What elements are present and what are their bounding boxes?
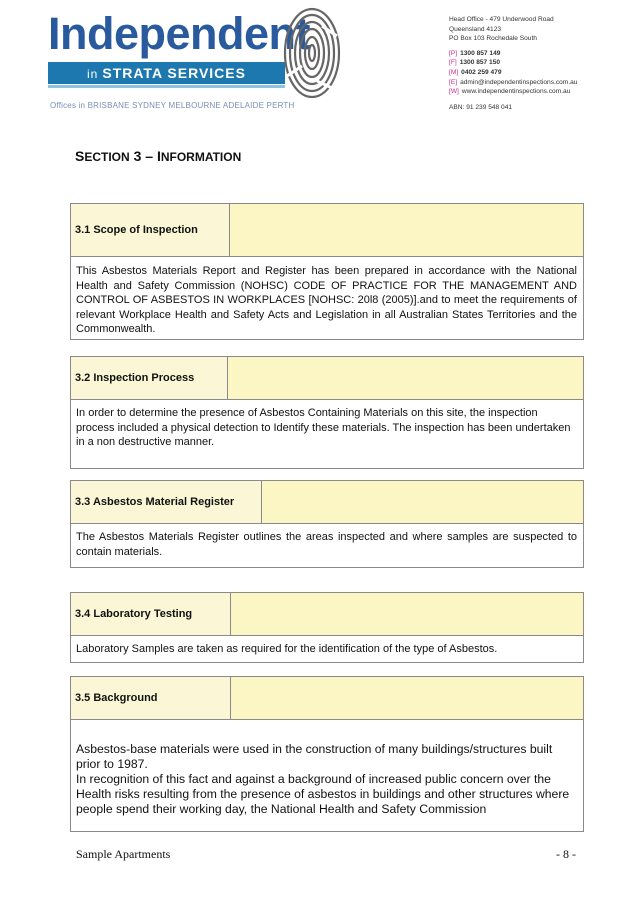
logo-sub-prefix: in	[87, 67, 99, 81]
phone-label: [P]	[449, 49, 458, 57]
scope-of-inspection-box	[70, 203, 584, 340]
inspection-process-text: In order to determine the presence of Asbestos Containing Materials on this site, the inspection process included a physical detection to Identify these materials. The inspection has been undertaken in a non destructive manner.	[76, 407, 571, 449]
asbestos-register-heading: 3.3 Asbestos Material Register	[71, 481, 262, 523]
address-line-1: Head Office - 479 Underwood Road	[449, 16, 554, 23]
website-link[interactable]: www.independentinspections.com.au	[461, 88, 571, 96]
asbestos-register-text: The Asbestos Materials Register outlines the areas inspected and where samples are suspected to contain materials.	[76, 531, 577, 558]
address-line-3: PO Box 103 Rochedale South	[449, 35, 537, 43]
fax-number: 1300 857 150	[459, 59, 501, 67]
logo-sub-text: STRATA SERVICES	[102, 65, 246, 81]
logo-stripe	[48, 85, 285, 88]
email-address[interactable]: admin@independentinspections.com.au	[460, 78, 578, 86]
web-label: [W]	[449, 88, 459, 96]
contact-block	[449, 15, 577, 112]
company-logo-wordmark: Independent	[48, 8, 310, 59]
asbestos-register-box	[70, 480, 584, 568]
laboratory-testing-heading: 3.4 Laboratory Testing	[71, 593, 231, 635]
laboratory-testing-box	[70, 592, 584, 663]
inspection-process-heading: 3.2 Inspection Process	[71, 357, 228, 399]
background-paragraph-1: Asbestos-base materials were used in the construction of many buildings/structures built prior to 1987.	[76, 742, 553, 771]
mobile-label: [M]	[449, 68, 459, 76]
fingerprint-icon	[282, 6, 342, 100]
fax-label: [F]	[449, 59, 457, 67]
address-line-2: Queensland 4123	[449, 25, 502, 33]
abn-number: ABN: 91 239 548 041	[449, 103, 513, 111]
page-number: - 8 -	[556, 847, 576, 861]
scope-of-inspection-text: This Asbestos Materials Report and Register has been prepared in accordance with the National Health and Safety Commission (NOHSC) CODE OF PRACTICE FOR THE MANAGEMENT AND CONTROL OF ASBESTOS IN WORKPLACES [NOHSC: 20l8 (2005)].and to meet the requirements of relevant Workplace Health and Safety Acts and Legislation in all Australian States Territories and the Commonwealth.	[76, 265, 577, 336]
email-label: [E]	[449, 78, 458, 86]
heading-fill	[231, 677, 583, 719]
background-box	[70, 676, 584, 832]
background-paragraph-2: In recognition of this fact and against a background of increased public concern over the Health risks resulting from the presence of asbestos in buildings and other structures where people spend their working day, the National Health and Safety Commission	[76, 772, 570, 816]
mobile-number: 0402 259 479	[461, 68, 502, 76]
background-heading: 3.5 Background	[71, 677, 231, 719]
heading-fill	[262, 481, 583, 523]
phone-number: 1300 857 149	[460, 49, 501, 57]
inspection-process-box	[70, 356, 584, 469]
heading-fill	[228, 357, 583, 399]
heading-fill	[230, 204, 583, 256]
heading-fill	[231, 593, 583, 635]
company-logo-band	[48, 62, 285, 84]
section-title: SECTION 3 – INFORMATION	[75, 148, 242, 164]
laboratory-testing-text: Laboratory Samples are taken as required for the identification of the type of Asbestos.	[76, 643, 498, 655]
offices-line: Offices in BRISBANE SYDNEY MELBOURNE ADELAIDE PERTH	[50, 101, 295, 110]
scope-of-inspection-heading: 3.1 Scope of Inspection	[71, 204, 230, 256]
footer-project-name: Sample Apartments	[76, 847, 171, 861]
